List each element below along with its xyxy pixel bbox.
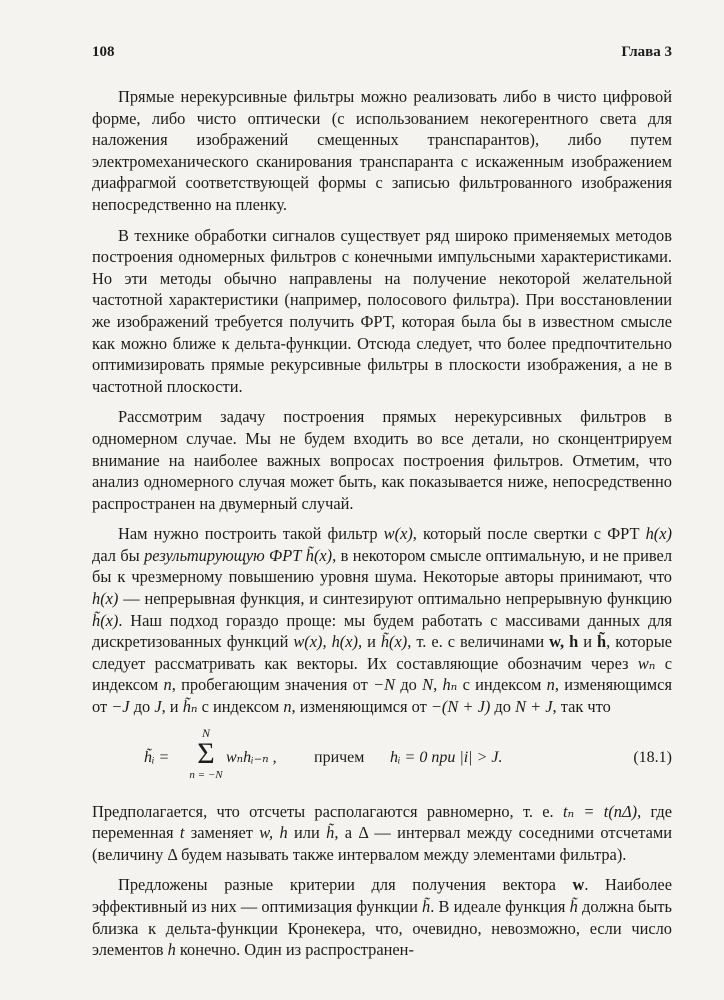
paragraph-4: Нам нужно построить такой фильтр w(x), который после свертки с ФРТ h(x) дал бы результирующую ФРТ h̃(x), в некотором смысле оптимальную, и не привел бы к чрезмерному повышению уровня шума. Некоторые авторы принимают, что h(x) — непрерывная функция, и синтезируют оптимально непрерывную функцию h̃(x). Наш подход гораздо проще: мы будем работать с массивами данных для дискретизованных функций w(x), h(x), и h̃(x), т. е. с величинами w, h и h̃, которые следует рассматривать как векторы. Их составляющие обозначим через wₙ с индексом n, пробегающим значения от −N до N, hₙ с индексом n, изменяющимся от −J до J, и h̃ₙ с индексом n, изменяющимся от −(N + J) до N + J, так что bbox=[92, 524, 673, 717]
equation-number: (18.1) bbox=[633, 748, 672, 766]
equation-where: причем bbox=[314, 748, 365, 766]
sum-term: wₙhᵢ₋ₙ , bbox=[226, 748, 277, 766]
sum-lower-limit: n = −N bbox=[189, 768, 223, 781]
paragraph-6: Предложены разные критерии для получения вектора w. Наиболее эффективный из них — оптимизация функции h̃. В идеале функция h̃ должна быть близка к дельта-функции Кронекера, что, очевидно, невозможно, если число элементов h конечно. Один из распространен- bbox=[92, 875, 672, 960]
page-number: 108 bbox=[92, 44, 115, 60]
paragraph-3: Рассмотрим задачу построения прямых нерекурсивных фильтров в одномерном случае. Мы не будем входить во все детали, но сконцентрируем внимание на наиболее важных вопросах построения фильтров. Отметим, что анализ одномерного случая может быть, как показывается ниже, непосредственно распространен на двумерный случай. bbox=[92, 407, 672, 513]
paragraph-5: Предполагается, что отсчеты располагаются равномерно, т. е. tₙ = t(nΔ), где переменная t заменяет w, h или h̃, а Δ — интервал между соседними отсчетами (величину Δ будем называть также интервалом между элементами фильтра). bbox=[92, 801, 673, 864]
sigma-symbol: Σ bbox=[197, 736, 215, 770]
equation-lhs: h̃ᵢ = bbox=[144, 748, 170, 766]
equation-condition: hᵢ = 0 при |i| > J. bbox=[390, 748, 503, 766]
running-header: Глава 3 bbox=[621, 44, 672, 60]
summation bbox=[188, 727, 224, 781]
paragraph-2: В технике обработки сигналов существует ряд широко применяемых методов построения одномерных фильтров с конечными импульсными характеристиками. Но эти методы обычно направлены на получение некоторой желательной частотной характеристики (например, полосового фильтра). При восстановлении же изображений требуется получить ФРТ, которая была бы в известном смысле как можно ближе к дельта-функции. Отсюда следует, что более предпочтительно оптимизировать прямые рекурсивные фильтры в плоскости изображения, а не в частотной плоскости. bbox=[92, 225, 672, 396]
equation-18-1 bbox=[92, 727, 672, 793]
paragraph-1: Прямые нерекурсивные фильтры можно реализовать либо в чисто цифровой форме, либо чисто оптически (с использованием некогерентного света для наложения изображений смещенных транспарантов), либо путем электромеханического сканирования транспаранта с искаженным изображением диафрагмой соответствующей формы с записью фильтрованного изображения непосредственно на пленку. bbox=[92, 87, 672, 214]
page-body bbox=[92, 86, 672, 970]
sum-upper-limit: N bbox=[201, 725, 210, 740]
